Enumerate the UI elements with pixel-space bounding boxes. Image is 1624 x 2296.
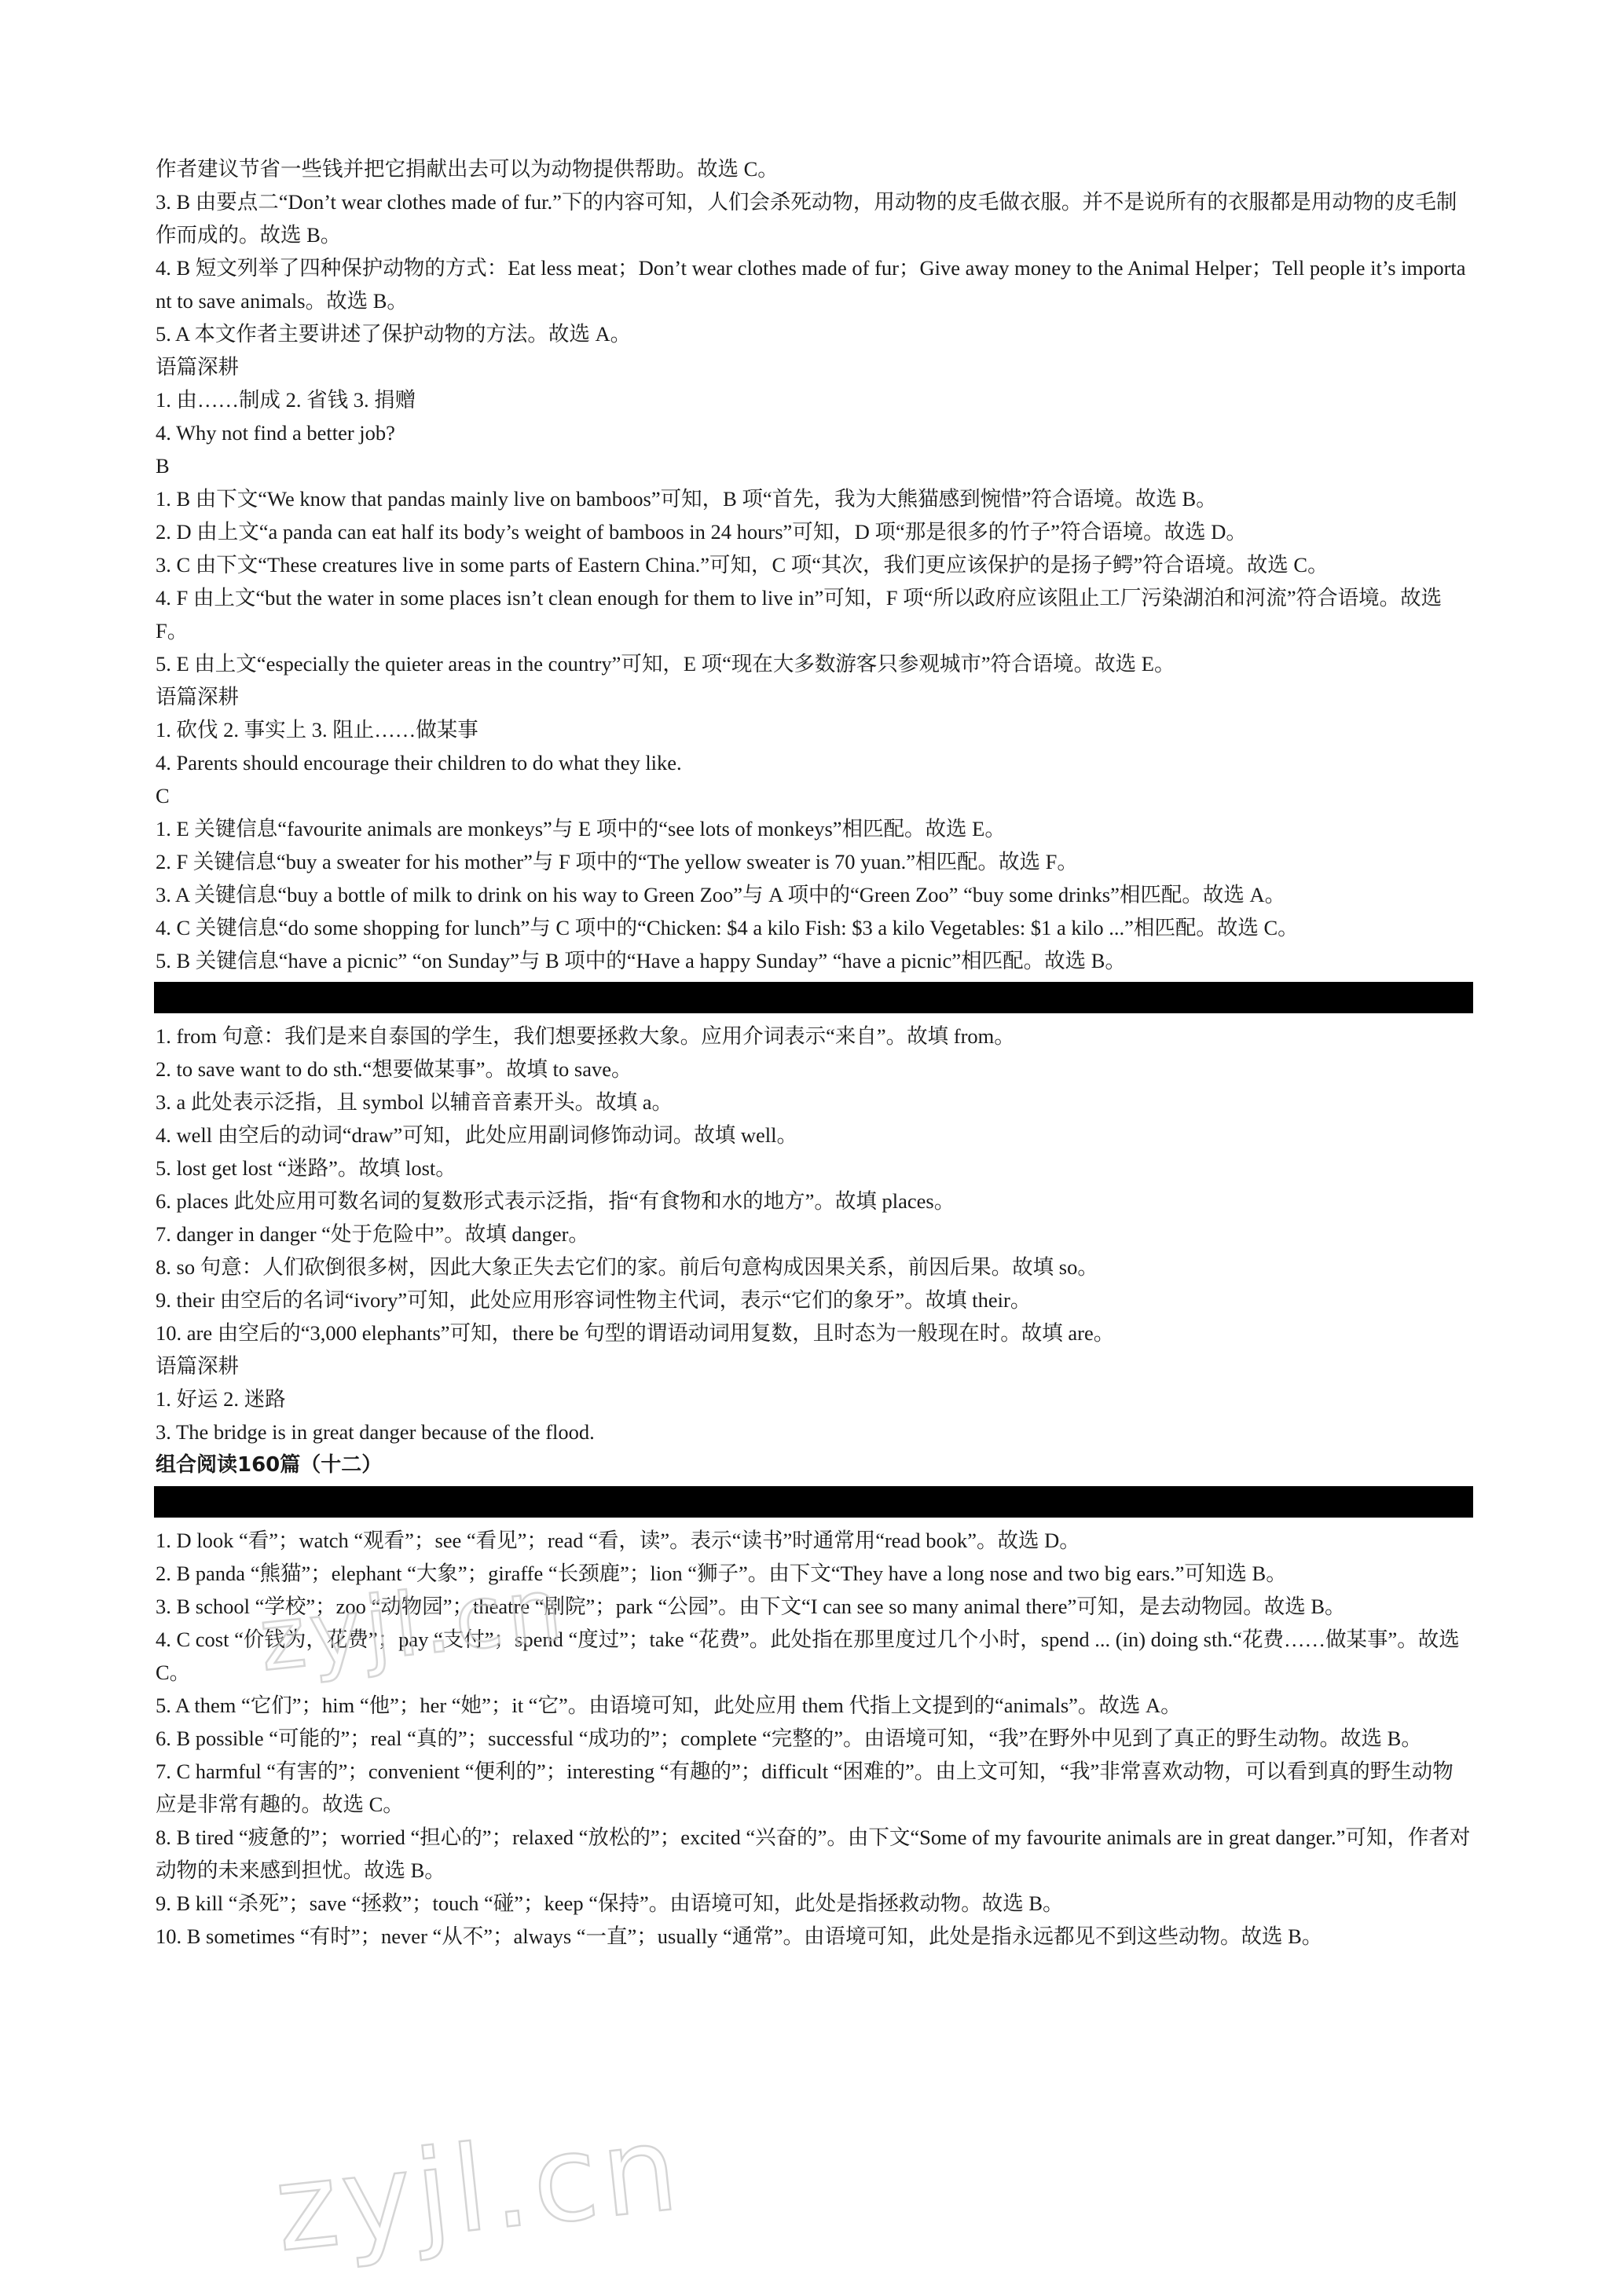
- subheading: 语篇深耕: [156, 355, 239, 379]
- answer-line: 3. a 此处表示泛指，且 symbol 以辅音音素开头。故填 a。: [156, 1090, 673, 1114]
- answer-line: 5. lost get lost “迷路”。故填 lost。: [156, 1156, 456, 1180]
- answer-line: 1. from 句意：我们是来自泰国的学生，我们想要拯救大象。应用介词表示“来自”。故填 from。: [156, 1024, 1015, 1048]
- answer-line: 3. B school “学校”；zoo “动物园”；theatre “剧院”；park “公园”。由下文“I can see so many animal there”可知，是去动物园。故选 B。: [156, 1595, 1346, 1618]
- answer-line: 作者建议节省一些钱并把它捐献出去可以为动物提供帮助。故选 C。: [156, 157, 779, 181]
- answer-line: 2. B panda “熊猫”；elephant “大象”；giraffe “长颈鹿”；lion “狮子”。由下文“They have a long nose and two big ears.”可知选 B。: [156, 1562, 1287, 1585]
- subheading: 语篇深耕: [156, 685, 239, 709]
- answer-line: 4. B 短文列举了四种保护动物的方式：Eat less meat；Don’t wear clothes made of fur；Give away money to the Animal Helper；Tell people it’s important to save animals。故选 B。: [156, 256, 1466, 313]
- answer-line: 2. D 由上文“a panda can eat half its body’s weight of bamboos in 24 hours”可知，D 项“那是很多的竹子”符合语境。故选 D。: [156, 520, 1247, 544]
- section-divider-bar: [154, 982, 1473, 1013]
- answer-line: 1. E 关键信息“favourite animals are monkeys”与 E 项中的“see lots of monkeys”相匹配。故选 E。: [156, 817, 1006, 840]
- answer-line: 4. Parents should encourage their children to do what they like.: [156, 751, 682, 774]
- answer-line: 5. A them “它们”；him “他”；her “她”；it “它”。由语境可知，此处应用 them 代指上文提到的“animals”。故选 A。: [156, 1694, 1182, 1717]
- watermark-logo: zyjl.cn: [269, 2100, 688, 2279]
- answer-line: 5. B 关键信息“have a picnic” “on Sunday”与 B 项中的“Have a happy Sunday” “have a picnic”相匹配。故选 B。: [156, 949, 1126, 972]
- answer-line: 10. are 由空后的“3,000 elephants”可知，there be 句型的谓语动词用复数，且时态为一般现在时。故填 are。: [156, 1321, 1115, 1345]
- answer-line: 1. 好运 2. 迷路: [156, 1387, 286, 1411]
- answer-line: 1. 砍伐 2. 事实上 3. 阻止……做某事: [156, 718, 478, 742]
- answer-line: 3. A 关键信息“buy a bottle of milk to drink on his way to Green Zoo”与 A 项中的“Green Zoo” “buy some drinks”相匹配。故选 A。: [156, 883, 1286, 906]
- answer-line: 3. B 由要点二“Don’t wear clothes made of fur.”下的内容可知，人们会杀死动物，用动物的皮毛做衣服。并不是说所有的衣服都是用动物的皮毛制作而成的。故选 B。: [156, 190, 1457, 247]
- answer-line: 4. C cost “价钱为，花费”；pay “支付”；spend “度过”；take “花费”。此处指在那里度过几个小时，spend ... (in) doing sth.“花费……做某事”。故选 C。: [156, 1628, 1460, 1684]
- answer-line: 5. A 本文作者主要讲述了保护动物的方法。故选 A。: [156, 322, 632, 346]
- answer-line: 8. so 句意：人们砍倒很多树，因此大象正失去它们的家。前后句意构成因果关系，前因后果。故填 so。: [156, 1255, 1098, 1279]
- watermark-logo: zyjl.cn: [255, 1558, 571, 1691]
- section-divider-bar: [154, 1486, 1473, 1518]
- answer-line: 10. B sometimes “有时”；never “从不”；always “一直”；usually “通常”。由语境可知，此处是指永远都见不到这些动物。故选 B。: [156, 1924, 1323, 1948]
- answer-line: 2. F 关键信息“buy a sweater for his mother”与 F 项中的“The yellow sweater is 70 yuan.”相匹配。故选 F。: [156, 850, 1078, 873]
- answer-line: 4. Why not find a better job?: [156, 421, 395, 445]
- answers-section-b: [156, 1020, 1472, 1448]
- answer-line: C: [156, 784, 170, 807]
- section-title: 组合阅读160篇（十二）: [156, 1453, 383, 1477]
- answers-section-c: [156, 1524, 1472, 1953]
- answer-line: 7. C harmful “有害的”；convenient “便利的”；interesting “有趣的”；difficult “困难的”。由上文可知，“我”非常喜欢动物，可以看到真的野生动物应是非常有趣的。故选 C。: [156, 1760, 1454, 1816]
- answer-line: 1. D look “看”；watch “观看”；see “看见”；read “看，读”。表示“读书”时通常用“read book”。故选 D。: [156, 1529, 1080, 1552]
- answer-line: 9. B kill “杀死”；save “拯救”；touch “碰”；keep “保持”。由语境可知，此处是指拯救动物。故选 B。: [156, 1891, 1064, 1915]
- answer-line: 4. well 由空后的动词“draw”可知，此处应用副词修饰动词。故填 well。: [156, 1123, 797, 1147]
- answer-page: [156, 152, 1472, 1953]
- answer-line: 8. B tired “疲惫的”；worried “担心的”；relaxed “放松的”；excited “兴奋的”。由下文“Some of my favourite animals are in great danger.”可知，作者对动物的未来感到担忧。故选 B。: [156, 1825, 1471, 1882]
- answer-line: 1. 由……制成 2. 省钱 3. 捐赠: [156, 388, 416, 412]
- answer-line: 2. to save want to do sth.“想要做某事”。故填 to save。: [156, 1057, 632, 1081]
- answer-line: B: [156, 454, 170, 478]
- answer-line: 3. The bridge is in great danger because of the flood.: [156, 1420, 595, 1444]
- answer-line: 1. B 由下文“We know that pandas mainly live on bamboos”可知，B 项“首先，我为大熊猫感到惋惜”符合语境。故选 B。: [156, 487, 1217, 511]
- answer-line: 3. C 由下文“These creatures live in some parts of Eastern China.”可知，C 项“其次，我们更应该保护的是扬子鳄”符合语境。故选 C。: [156, 553, 1329, 577]
- answer-line: 5. E 由上文“especially the quieter areas in the country”可知，E 项“现在大多数游客只参观城市”符合语境。故选 E。: [156, 652, 1175, 676]
- answer-line: 9. their 由空后的名词“ivory”可知，此处应用形容词性物主代词，表示“它们的象牙”。故填 their。: [156, 1288, 1032, 1312]
- answer-line: 7. danger in danger “处于危险中”。故填 danger。: [156, 1222, 589, 1246]
- answer-line: 4. F 由上文“but the water in some places isn’t clean enough for them to live in”可知，F 项“所以政府应该阻止工厂污染湖泊和河流”符合语境。故选 F。: [156, 586, 1443, 643]
- answers-section-a: [156, 152, 1472, 977]
- answer-line: 6. places 此处应用可数名词的复数形式表示泛指，指“有食物和水的地方”。故填 places。: [156, 1189, 955, 1213]
- answer-line: 6. B possible “可能的”；real “真的”；successful “成功的”；complete “完整的”。由语境可知，“我”在野外中见到了真正的野生动物。故选 B。: [156, 1727, 1422, 1750]
- answer-line: 4. C 关键信息“do some shopping for lunch”与 C 项中的“Chicken: $4 a kilo Fish: $3 a kilo Vegetables: $1 a kilo ...”相匹配。故选 C。: [156, 916, 1299, 939]
- subheading: 语篇深耕: [156, 1354, 239, 1378]
